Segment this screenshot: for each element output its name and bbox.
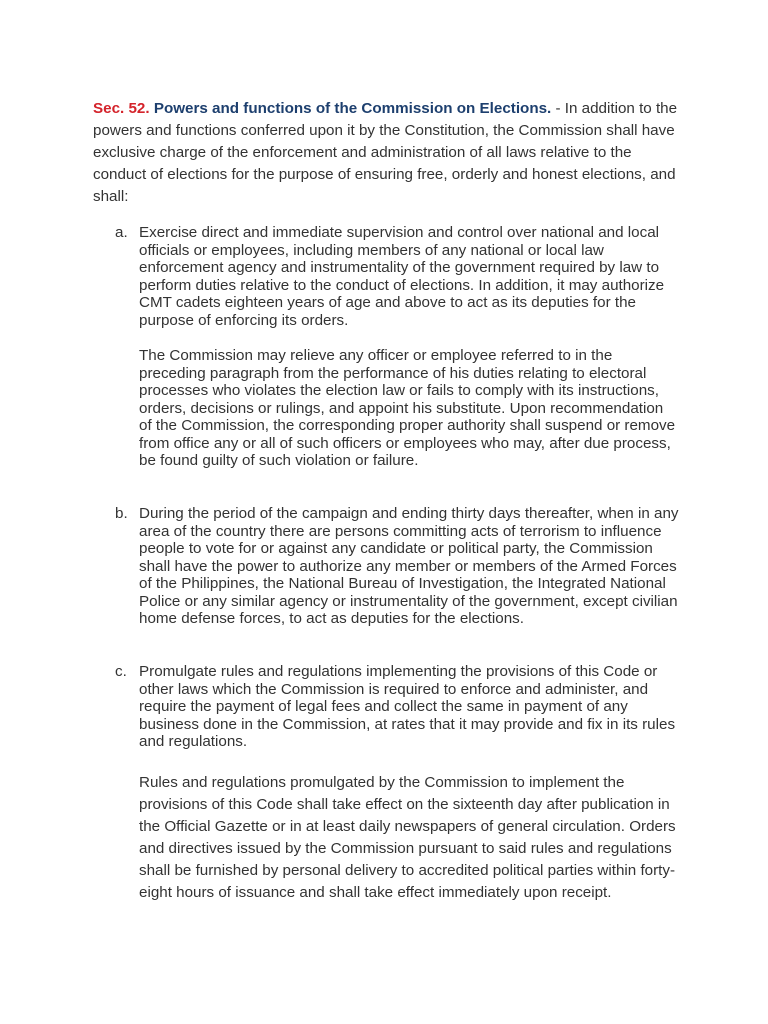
item-paragraph: Exercise direct and immediate supervision and control over national and local officials or employees, including members of any national or local law enforcement agency and instrumentality of the government required by law to perform duties relative to the conduct of elections. In addition, it may authorize CMT cadets eighteen years of age and above to act as its deputies for the purpose of enforcing its orders. — [139, 224, 665, 329]
section-number: Sec. 52. — [93, 100, 150, 117]
item-paragraph: Promulgate rules and regulations implementing the provisions of this Code or other laws which the Commission is required to enforce and administer, and require the payment of legal fees and collect the same in payment of any business done in the Commission, at rates that it may provide and fix in its rules and regulations. — [139, 663, 676, 750]
section-intro — [93, 98, 678, 208]
item-paragraph: During the period of the campaign and ending thirty days thereafter, when in any area of the country there are persons committing acts of terrorism to influence people to vote for or against any candidate or political party, the Commission shall have the power to authorize any member or members of the Armed Forces of the Philippines, the National Bureau of Investigation, the Integrated National Police or any similar agency or instrumentality of the government, except civilian home defense forces, to act as deputies for the elections. — [139, 505, 679, 627]
item-paragraph: The Commission may relieve any officer or employee referred to in the preceding paragraph from the performance of his duties relating to electoral processes who violates the election law or fails to comply with its instructions, orders, decisions or rulings, and appoint his substitute. Upon recommendation of the Commission, the corresponding proper authority shall suspend or remove from office any or all of such officers or employees who may, after due process, be found guilty of such violation or failure. — [139, 347, 676, 469]
section-intro-text: - In addition to the powers and functions conferred upon it by the Constitution, the Commission shall have exclusive charge of the enforcement and administration of all laws relative to the conduct of elections for the purpose of ensuring free, orderly and honest elections, and shall: — [93, 100, 678, 205]
section-title: Powers and functions of the Commission on Elections. — [153, 100, 552, 117]
item-paragraph: Rules and regulations promulgated by the Commission to implement the provisions of this Code shall take effect on the sixteenth day after publication in the Official Gazette or in at least daily newspapers of general circulation. Orders and directives issued by the Commission pursuant to said rules and regulations shall be furnished by personal delivery to accredited political parties within forty-eight hours of issuance and shall take effect immediately upon receipt. — [139, 774, 676, 901]
list-marker: b. — [115, 505, 128, 522]
list-marker: a. — [115, 224, 128, 241]
list-marker: c. — [115, 663, 127, 680]
